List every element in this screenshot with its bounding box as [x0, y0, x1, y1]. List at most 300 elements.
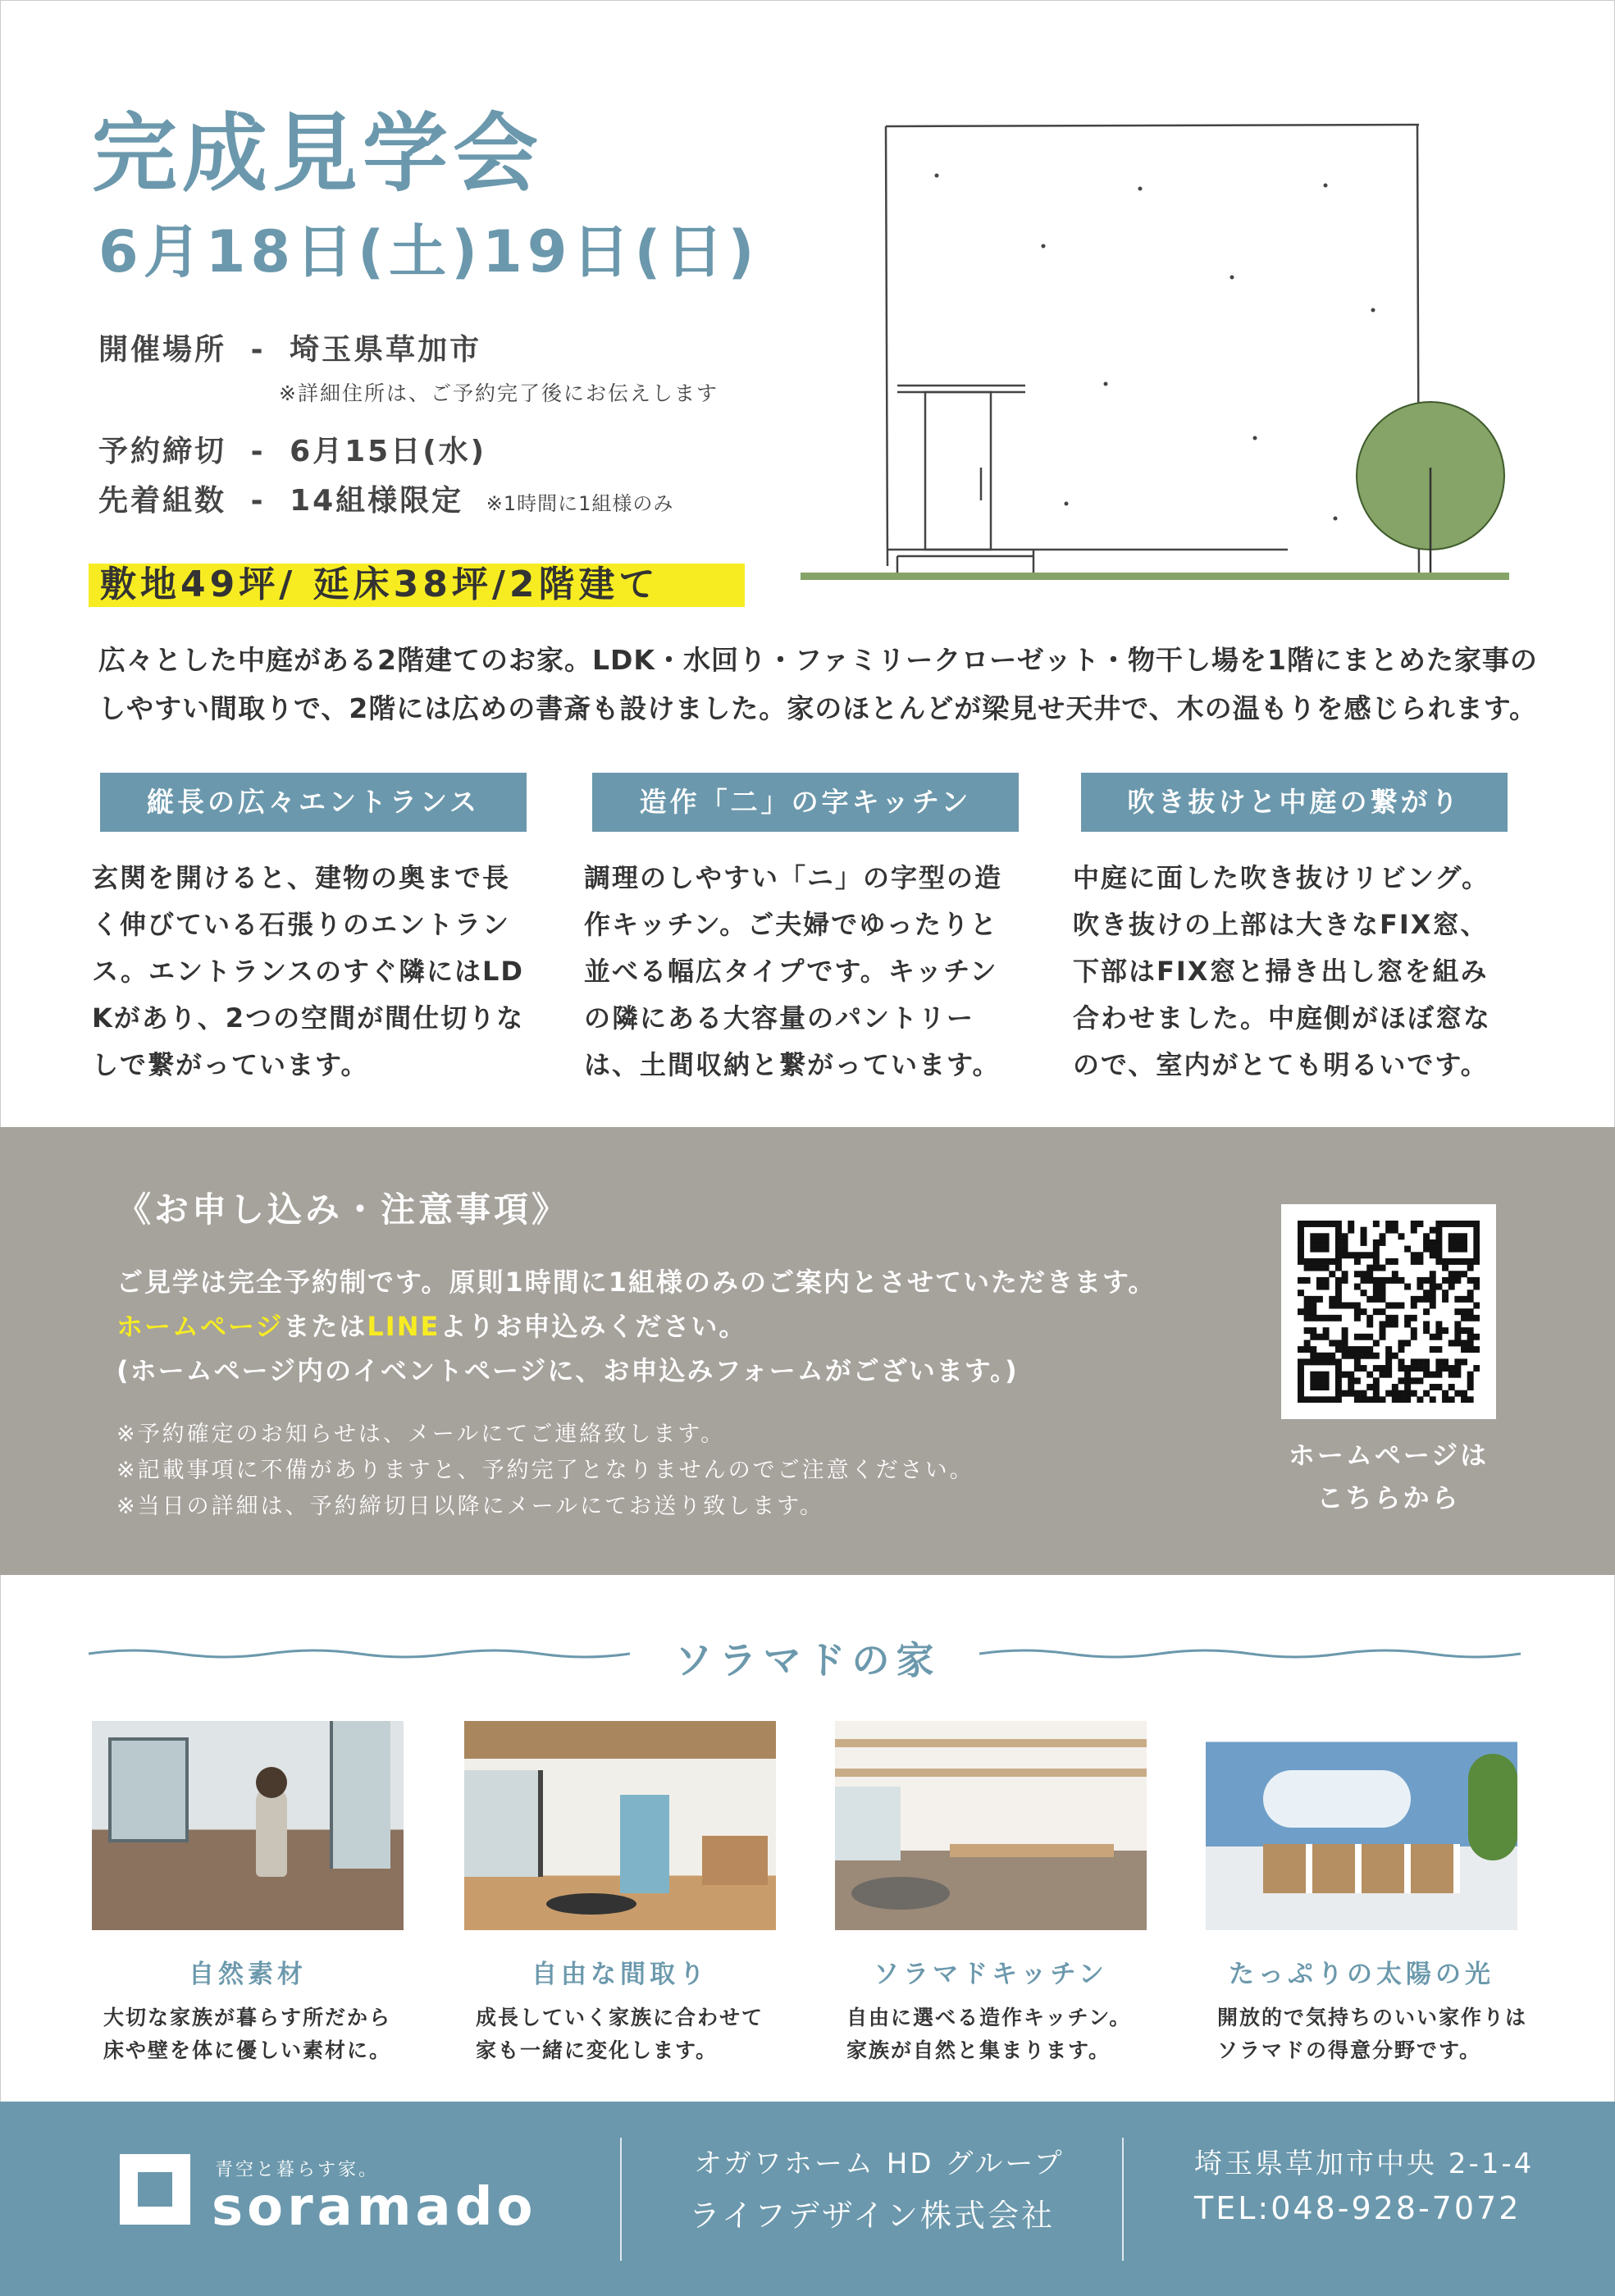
qr-module: [1430, 1246, 1436, 1253]
qr-module: [1392, 1221, 1398, 1227]
card-title: ソラマドキッチン: [874, 1960, 1108, 1989]
card-body: [464, 2002, 776, 2067]
card-title: たっぷりの太陽の光: [1229, 1960, 1494, 1989]
qr-module: [1373, 1246, 1380, 1253]
qr-module: [1461, 1346, 1467, 1353]
qr-module: [1442, 1365, 1448, 1372]
qr-module: [1385, 1303, 1392, 1309]
qr-module: [1448, 1258, 1455, 1265]
qr-module: [1448, 1384, 1455, 1390]
qr-module: [1454, 1334, 1461, 1340]
qr-module: [1448, 1365, 1455, 1372]
qr-module: [1316, 1315, 1323, 1321]
qr-module: [1335, 1290, 1342, 1296]
photo-beam: [835, 1769, 1147, 1777]
qr-caption-line: ホームページは: [1288, 1440, 1490, 1471]
qr-module: [1304, 1340, 1311, 1346]
card-body: [1206, 2002, 1528, 2067]
feature-card-layout: [464, 1721, 776, 2067]
qr-code[interactable]: [1281, 1204, 1496, 1419]
qr-module: [1461, 1340, 1467, 1346]
qr-module: [1473, 1365, 1480, 1372]
qr-module: [1298, 1277, 1304, 1284]
qr-module: [1435, 1246, 1442, 1253]
qr-module: [1461, 1258, 1467, 1265]
intro-line: 広々とした中庭がある2階建てのお家。LDK・水回り・ファミリークローゼット・物干し場を1階にまとめた家事の: [98, 644, 1538, 676]
qr-module: [1304, 1327, 1311, 1334]
qr-module: [1454, 1327, 1461, 1334]
apply-line: [116, 1306, 746, 1344]
qr-module: [1404, 1340, 1411, 1346]
apply-note: ※記載事項に不備がありますと、予約完了となりませんのでご注意ください。: [116, 1458, 974, 1483]
qr-module: [1316, 1377, 1323, 1384]
qr-module: [1298, 1308, 1304, 1315]
qr-module: [1310, 1334, 1316, 1340]
card-title: 自然素材: [189, 1960, 307, 1989]
qr-module: [1316, 1246, 1323, 1253]
qr-module: [1392, 1315, 1398, 1321]
qr-module: [1392, 1396, 1398, 1403]
qr-module: [1323, 1265, 1330, 1271]
qr-module: [1404, 1384, 1411, 1390]
section-title: ソラマドの家: [674, 1638, 941, 1682]
qr-module: [1342, 1246, 1348, 1253]
qr-module: [1298, 1252, 1304, 1258]
feature-line: 調理のしやすい「ニ」の字型の造: [584, 862, 1003, 893]
qr-module: [1354, 1258, 1361, 1265]
qr-module: [1385, 1315, 1392, 1321]
qr-module: [1335, 1315, 1342, 1321]
qr-module: [1310, 1239, 1316, 1246]
qr-module: [1316, 1265, 1323, 1271]
qr-module: [1430, 1277, 1436, 1284]
qr-module: [1316, 1384, 1323, 1390]
qr-module: [1316, 1372, 1323, 1378]
qr-module: [1467, 1315, 1474, 1321]
qr-module: [1385, 1227, 1392, 1234]
company-name: ライフデザイン株式会社: [689, 2198, 1056, 2234]
qr-module: [1380, 1290, 1386, 1296]
photo-window: [330, 1721, 390, 1869]
intro-text: [98, 636, 1558, 733]
qr-module: [1448, 1396, 1455, 1403]
qr-module: [1430, 1239, 1436, 1246]
qr-module: [1392, 1277, 1398, 1284]
qr-module: [1448, 1246, 1455, 1253]
wall-dot: [1042, 244, 1046, 249]
qr-module: [1454, 1296, 1461, 1303]
feature-title: 吹き抜けと中庭の繋がり: [1081, 773, 1508, 832]
soramado-logo-icon: [120, 2154, 190, 2225]
feature-body: [584, 855, 1027, 1089]
qr-module: [1398, 1396, 1404, 1403]
qr-module: [1442, 1290, 1448, 1296]
feature-line: く伸びている石張りのエントラン: [92, 909, 511, 940]
qr-module: [1442, 1221, 1448, 1227]
feature-entrance: [92, 773, 535, 1089]
qr-module: [1310, 1308, 1316, 1315]
qr-module: [1348, 1372, 1354, 1378]
qr-module: [1348, 1384, 1354, 1390]
qr-module: [1467, 1377, 1474, 1384]
qr-module: [1385, 1258, 1392, 1265]
group-name: オガワホーム HD グループ: [694, 2148, 1065, 2180]
qr-module: [1316, 1277, 1323, 1284]
qr-module: [1467, 1265, 1474, 1271]
qr-module: [1461, 1308, 1467, 1315]
qr-module: [1348, 1346, 1354, 1353]
qr-module: [1366, 1321, 1373, 1327]
qr-module: [1310, 1258, 1316, 1265]
qr-module: [1342, 1233, 1348, 1239]
qr-module: [1335, 1340, 1342, 1346]
qr-module: [1342, 1303, 1348, 1309]
qr-module: [1298, 1396, 1304, 1403]
qr-module: [1335, 1390, 1342, 1397]
qr-module: [1423, 1365, 1430, 1372]
feature-card-sunlight: [1206, 1721, 1528, 2067]
qr-module: [1423, 1321, 1430, 1327]
qr-module: [1304, 1358, 1311, 1365]
qr-module: [1417, 1358, 1423, 1365]
qr-module: [1392, 1321, 1398, 1327]
qr-module: [1442, 1327, 1448, 1334]
qr-module: [1417, 1252, 1423, 1258]
qr-module: [1310, 1358, 1316, 1365]
qr-module: [1404, 1246, 1411, 1253]
qr-module: [1404, 1390, 1411, 1397]
qr-module: [1417, 1258, 1423, 1265]
photo-beam: [835, 1739, 1147, 1747]
slots-value: 14組様限定: [290, 484, 464, 518]
qr-module: [1316, 1239, 1323, 1246]
qr-module: [1316, 1284, 1323, 1290]
qr-module: [1448, 1221, 1455, 1227]
qr-module: [1423, 1246, 1430, 1253]
qr-module: [1473, 1277, 1480, 1284]
apply-line: ご見学は完全予約制です。原則1時間に1組様のみのご案内とさせていただきます。: [116, 1267, 1157, 1298]
qr-module: [1310, 1233, 1316, 1239]
qr-module: [1417, 1277, 1423, 1284]
qr-module: [1298, 1227, 1304, 1234]
qr-module: [1423, 1372, 1430, 1378]
photo-child: [256, 1787, 287, 1877]
photo-table: [950, 1844, 1114, 1857]
feature-line: しで繋がっています。: [92, 1049, 369, 1080]
venue-note: ※詳細住所は、ご予約完了後にお伝えします: [279, 381, 719, 405]
qr-module: [1335, 1265, 1342, 1271]
feature-line: の隣にある大容量のパントリー: [584, 1002, 975, 1034]
qr-module: [1348, 1377, 1354, 1384]
qr-module: [1316, 1353, 1323, 1359]
feature-body: [92, 855, 535, 1089]
qr-module: [1454, 1321, 1461, 1327]
qr-module: [1435, 1221, 1442, 1227]
qr-module: [1411, 1327, 1417, 1334]
qr-module: [1329, 1221, 1335, 1227]
wall-dot: [1138, 187, 1143, 191]
qr-module: [1454, 1365, 1461, 1372]
qr-module: [1348, 1221, 1354, 1227]
qr-module: [1417, 1365, 1423, 1372]
qr-module: [1366, 1252, 1373, 1258]
qr-module: [1461, 1221, 1467, 1227]
qr-module: [1373, 1390, 1380, 1397]
qr-module: [1423, 1327, 1430, 1334]
slots-note: ※1時間に1組様のみ: [486, 492, 674, 515]
qr-module: [1310, 1346, 1316, 1353]
apply-text: または: [283, 1311, 367, 1342]
qr-module: [1385, 1346, 1392, 1353]
feature-line: は、土間収納と繋がっています。: [584, 1049, 1001, 1080]
qr-module: [1335, 1372, 1342, 1378]
qr-module: [1323, 1284, 1330, 1290]
qr-module: [1461, 1396, 1467, 1403]
qr-module: [1354, 1284, 1361, 1290]
qr-module: [1304, 1265, 1311, 1271]
qr-module: [1354, 1308, 1361, 1315]
qr-module: [1335, 1296, 1342, 1303]
qr-module: [1430, 1271, 1436, 1277]
qr-module: [1335, 1365, 1342, 1372]
feature-line: 玄関を開けると、建物の奥まで長: [92, 862, 511, 893]
qr-module: [1304, 1396, 1311, 1403]
qr-module: [1435, 1321, 1442, 1327]
qr-module: [1304, 1296, 1311, 1303]
qr-module: [1361, 1346, 1367, 1353]
photo-window: [108, 1737, 189, 1842]
card-line: 家族が自然と集まります。: [846, 2038, 1111, 2062]
qr-module: [1354, 1358, 1361, 1365]
qr-module: [1430, 1346, 1436, 1353]
qr-module: [1448, 1340, 1455, 1346]
line-link[interactable]: LINE: [367, 1311, 440, 1342]
qr-module: [1423, 1290, 1430, 1296]
qr-module: [1385, 1221, 1392, 1227]
qr-module: [1442, 1296, 1448, 1303]
qr-module: [1380, 1265, 1386, 1271]
photo-deck: [92, 1721, 404, 1930]
qr-module: [1342, 1252, 1348, 1258]
qr-module: [1423, 1239, 1430, 1246]
qr-module: [1454, 1233, 1461, 1239]
logo-inner-square: [138, 2172, 172, 2207]
qr-module: [1342, 1277, 1348, 1284]
qr-module: [1323, 1277, 1330, 1284]
qr-module: [1473, 1284, 1480, 1290]
qr-module: [1366, 1315, 1373, 1321]
qr-module: [1385, 1390, 1392, 1397]
qr-module: [1342, 1327, 1348, 1334]
qr-module: [1392, 1258, 1398, 1265]
qr-module: [1323, 1246, 1330, 1253]
qr-module: [1380, 1296, 1386, 1303]
qr-module: [1329, 1303, 1335, 1309]
qr-module: [1417, 1221, 1423, 1227]
qr-module: [1310, 1246, 1316, 1253]
qr-module: [1473, 1303, 1480, 1309]
qr-module: [1361, 1308, 1367, 1315]
qr-module: [1473, 1258, 1480, 1265]
qr-module: [1473, 1346, 1480, 1353]
qr-module: [1473, 1252, 1480, 1258]
qr-module: [1329, 1271, 1335, 1277]
card-line: 大切な家族が暮らす所だから: [103, 2006, 392, 2029]
qr-module: [1366, 1346, 1373, 1353]
feature-line: 中庭に面した吹き抜けリビング。: [1073, 862, 1490, 893]
photo-child-head: [256, 1767, 287, 1798]
qr-module: [1411, 1365, 1417, 1372]
qr-module: [1366, 1353, 1373, 1359]
qr-code-graphic: [1298, 1221, 1480, 1403]
qr-module: [1335, 1284, 1342, 1290]
qr-module: [1335, 1277, 1342, 1284]
photo-trampoline: [546, 1893, 636, 1915]
qr-module: [1435, 1365, 1442, 1372]
qr-module: [1448, 1277, 1455, 1284]
qr-module: [1430, 1252, 1436, 1258]
feature-line: ス。エントランスのすぐ隣にはLD: [92, 956, 524, 987]
qr-module: [1361, 1290, 1367, 1296]
qr-module: [1473, 1227, 1480, 1234]
feature-body: [1073, 855, 1516, 1089]
feature-line: 並べる幅広タイプです。キッチン: [584, 956, 998, 987]
qr-module: [1392, 1384, 1398, 1390]
card-line: 床や壁を体に優しい素材に。: [103, 2038, 392, 2062]
qr-module: [1435, 1358, 1442, 1365]
separator: -: [250, 435, 266, 468]
wall-dot: [1324, 184, 1328, 188]
qr-module: [1373, 1396, 1380, 1403]
qr-module: [1398, 1346, 1404, 1353]
qr-module: [1310, 1372, 1316, 1378]
qr-module: [1435, 1239, 1442, 1246]
wall-dot: [1065, 502, 1069, 506]
deadline-row: [98, 428, 486, 470]
qr-module: [1385, 1372, 1392, 1378]
qr-module: [1435, 1372, 1442, 1378]
qr-module: [1454, 1239, 1461, 1246]
qr-module: [1398, 1377, 1404, 1384]
qr-module: [1366, 1372, 1373, 1378]
qr-module: [1385, 1277, 1392, 1284]
qr-module: [1373, 1377, 1380, 1384]
separator: -: [250, 484, 266, 518]
qr-module: [1316, 1296, 1323, 1303]
feature-title: 造作「二」の字キッチン: [592, 773, 1019, 832]
footer-divider: [620, 2138, 622, 2261]
qr-module: [1316, 1396, 1323, 1403]
qr-module: [1380, 1396, 1386, 1403]
apply-note: ※予約確定のお知らせは、メールにてご連絡致します。: [116, 1422, 726, 1447]
photo-skylight: [1206, 1721, 1517, 1930]
qr-module: [1461, 1239, 1467, 1246]
qr-module: [1310, 1303, 1316, 1309]
company-tel[interactable]: TEL:048-928-7072: [1194, 2190, 1521, 2226]
qr-module: [1435, 1252, 1442, 1258]
qr-module: [1380, 1277, 1386, 1284]
qr-module: [1461, 1296, 1467, 1303]
qr-module: [1430, 1396, 1436, 1403]
qr-module: [1411, 1303, 1417, 1309]
qr-module: [1380, 1308, 1386, 1315]
photo-shelf: [702, 1836, 768, 1885]
qr-module: [1310, 1327, 1316, 1334]
photo-window: [464, 1770, 543, 1877]
qr-module: [1385, 1353, 1392, 1359]
qr-module: [1373, 1308, 1380, 1315]
qr-module: [1329, 1358, 1335, 1365]
qr-module: [1304, 1258, 1311, 1265]
qr-module: [1298, 1290, 1304, 1296]
qr-module: [1467, 1396, 1474, 1403]
qr-module: [1467, 1346, 1474, 1353]
qr-module: [1354, 1334, 1361, 1340]
qr-module: [1354, 1396, 1361, 1403]
qr-module: [1354, 1353, 1361, 1359]
qr-module: [1417, 1396, 1423, 1403]
qr-module: [1442, 1265, 1448, 1271]
qr-module: [1454, 1258, 1461, 1265]
qr-module: [1366, 1271, 1373, 1277]
card-line: 成長していく家族に合わせて: [476, 2006, 764, 2029]
house-illustration: [796, 107, 1517, 599]
qr-module: [1448, 1271, 1455, 1277]
qr-module: [1454, 1358, 1461, 1365]
card-line: 開放的で気持ちのいい家作りは: [1217, 2006, 1528, 2029]
qr-caption-line: こちらから: [1316, 1482, 1461, 1513]
qr-module: [1473, 1233, 1480, 1239]
qr-module: [1316, 1258, 1323, 1265]
photo-playroom: [464, 1721, 776, 1930]
qr-module: [1323, 1233, 1330, 1239]
qr-module: [1473, 1246, 1480, 1253]
qr-module: [1398, 1365, 1404, 1372]
logo-tagline: 青空と暮らす家。: [215, 2160, 380, 2180]
qr-module: [1373, 1340, 1380, 1346]
wall-dot: [1230, 276, 1234, 280]
qr-module: [1304, 1346, 1311, 1353]
qr-module: [1361, 1252, 1367, 1258]
homepage-link[interactable]: ホームページ: [116, 1311, 284, 1342]
qr-module: [1342, 1390, 1348, 1397]
qr-module: [1398, 1340, 1404, 1346]
qr-module: [1323, 1334, 1330, 1340]
qr-module: [1348, 1252, 1354, 1258]
footer-divider: [1122, 2138, 1124, 2261]
qr-module: [1373, 1353, 1380, 1359]
qr-module: [1342, 1346, 1348, 1353]
qr-module: [1430, 1227, 1436, 1234]
qr-module: [1454, 1277, 1461, 1284]
qr-module: [1354, 1271, 1361, 1277]
feature-line: 合わせました。中庭側がほぼ窓な: [1073, 1002, 1492, 1034]
deadline-label: 予約締切: [98, 435, 227, 468]
feature-line: 下部はFIX窓と掃き出し窓を組み: [1073, 956, 1489, 987]
ground-line: [801, 573, 1509, 580]
qr-module: [1316, 1233, 1323, 1239]
house-left-wall: [886, 126, 887, 566]
qr-module: [1404, 1321, 1411, 1327]
qr-module: [1461, 1390, 1467, 1397]
qr-module: [1454, 1340, 1461, 1346]
card-line: 自由に選べる造作キッチン。: [846, 2006, 1132, 2029]
qr-module: [1354, 1377, 1361, 1384]
qr-module: [1310, 1221, 1316, 1227]
qr-module: [1467, 1384, 1474, 1390]
qr-module: [1373, 1265, 1380, 1271]
qr-module: [1373, 1239, 1380, 1246]
